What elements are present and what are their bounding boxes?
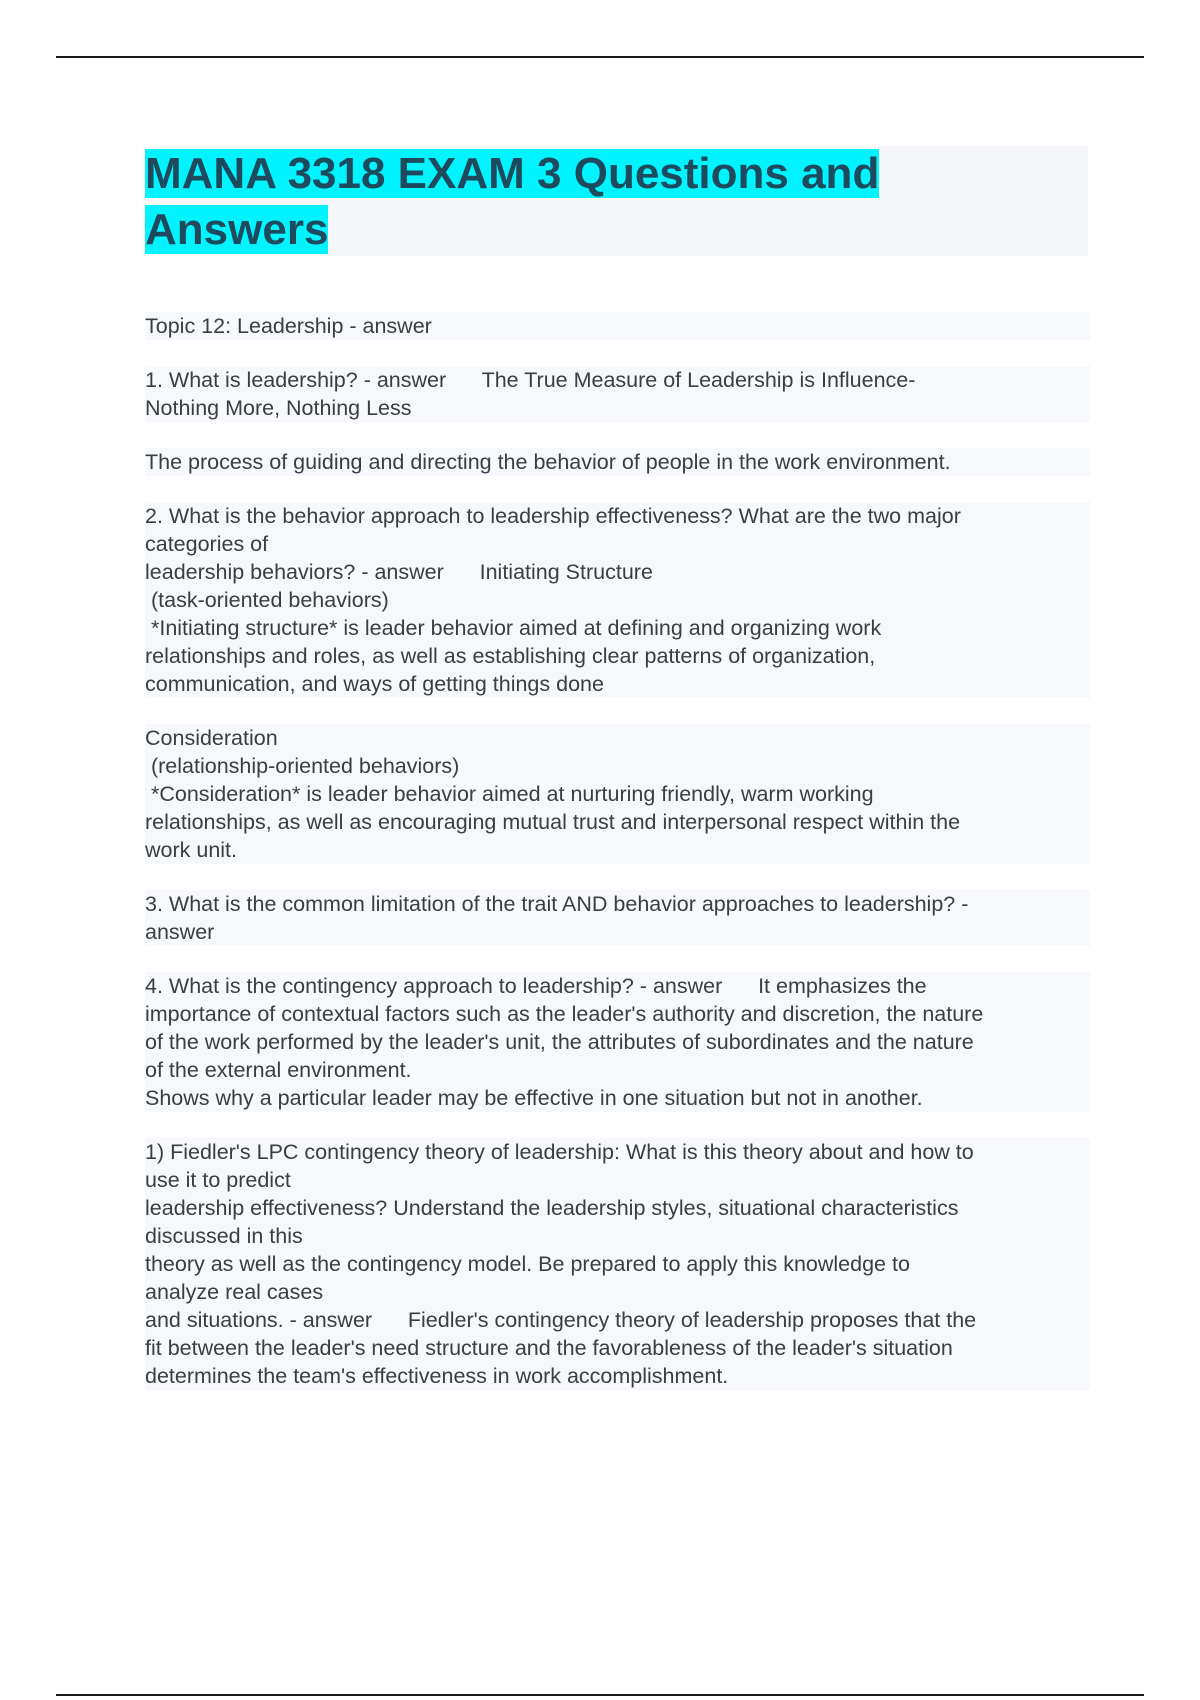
topic-heading — [145, 312, 1090, 340]
consideration-line-2: (relationship-oriented behaviors) — [145, 752, 1090, 780]
question-3-line-1: 3. What is the common limitation of the trait AND behavior approaches to leadership? - — [145, 890, 1090, 918]
question-2-line-5: *Initiating structure* is leader behavior aimed at defining and organizing work — [145, 614, 1090, 642]
header-rule — [56, 56, 1144, 58]
question-2-line-7: communication, and ways of getting things done — [145, 670, 1090, 698]
fiedler-line-5: theory as well as the contingency model. Be prepared to apply this knowledge to — [145, 1250, 1090, 1278]
question-4-line-1: 4. What is the contingency approach to leadership? - answer It emphasizes the — [145, 972, 1090, 1000]
question-2-line-4: (task-oriented behaviors) — [145, 586, 1090, 614]
footer-rule — [56, 1694, 1144, 1696]
question-4 — [145, 972, 1090, 1112]
title-block — [145, 146, 1088, 256]
title-highlight: MANA 3318 EXAM 3 Questions and Answers — [145, 149, 880, 254]
question-2-line-6: relationships and roles, as well as establishing clear patterns of organization, — [145, 642, 1090, 670]
document-body — [145, 312, 1090, 1416]
consideration-line-1: Consideration — [145, 724, 1090, 752]
question-1-answer — [145, 448, 1090, 476]
question-2-line-1: 2. What is the behavior approach to leadership effectiveness? What are the two major — [145, 502, 1090, 530]
question-2 — [145, 502, 1090, 698]
fiedler-question — [145, 1138, 1090, 1390]
consideration-line-4: relationships, as well as encouraging mutual trust and interpersonal respect within the — [145, 808, 1090, 836]
topic-line: Topic 12: Leadership - answer — [145, 312, 1090, 340]
question-3 — [145, 890, 1090, 946]
fiedler-line-7: and situations. - answer Fiedler's contingency theory of leadership proposes that the — [145, 1306, 1090, 1334]
consideration-line-3: *Consideration* is leader behavior aimed at nurturing friendly, warm working — [145, 780, 1090, 808]
fiedler-line-9: determines the team's effectiveness in work accomplishment. — [145, 1362, 1090, 1390]
question-2-line-2: categories of — [145, 530, 1090, 558]
fiedler-line-4: discussed in this — [145, 1222, 1090, 1250]
question-3-line-2: answer — [145, 918, 1090, 946]
question-1-answer-text: The process of guiding and directing the behavior of people in the work environment. — [145, 448, 1090, 476]
question-4-line-5: Shows why a particular leader may be effective in one situation but not in another. — [145, 1084, 1090, 1112]
question-1-line-1: 1. What is leadership? - answer The True Measure of Leadership is Influence- — [145, 366, 1090, 394]
fiedler-line-3: leadership effectiveness? Understand the leadership styles, situational characteristics — [145, 1194, 1090, 1222]
fiedler-line-6: analyze real cases — [145, 1278, 1090, 1306]
fiedler-line-1: 1) Fiedler's LPC contingency theory of leadership: What is this theory about and how to — [145, 1138, 1090, 1166]
question-4-line-4: of the external environment. — [145, 1056, 1090, 1084]
question-2-line-3: leadership behaviors? - answer Initiating Structure — [145, 558, 1090, 586]
question-4-line-3: of the work performed by the leader's unit, the attributes of subordinates and the nature — [145, 1028, 1090, 1056]
question-4-line-2: importance of contextual factors such as the leader's authority and discretion, the nature — [145, 1000, 1090, 1028]
question-1 — [145, 366, 1090, 422]
document-title — [145, 146, 965, 258]
consideration-line-5: work unit. — [145, 836, 1090, 864]
question-1-line-2: Nothing More, Nothing Less — [145, 394, 1090, 422]
question-2-consideration — [145, 724, 1090, 864]
fiedler-line-8: fit between the leader's need structure and the favorableness of the leader's situation — [145, 1334, 1090, 1362]
fiedler-line-2: use it to predict — [145, 1166, 1090, 1194]
